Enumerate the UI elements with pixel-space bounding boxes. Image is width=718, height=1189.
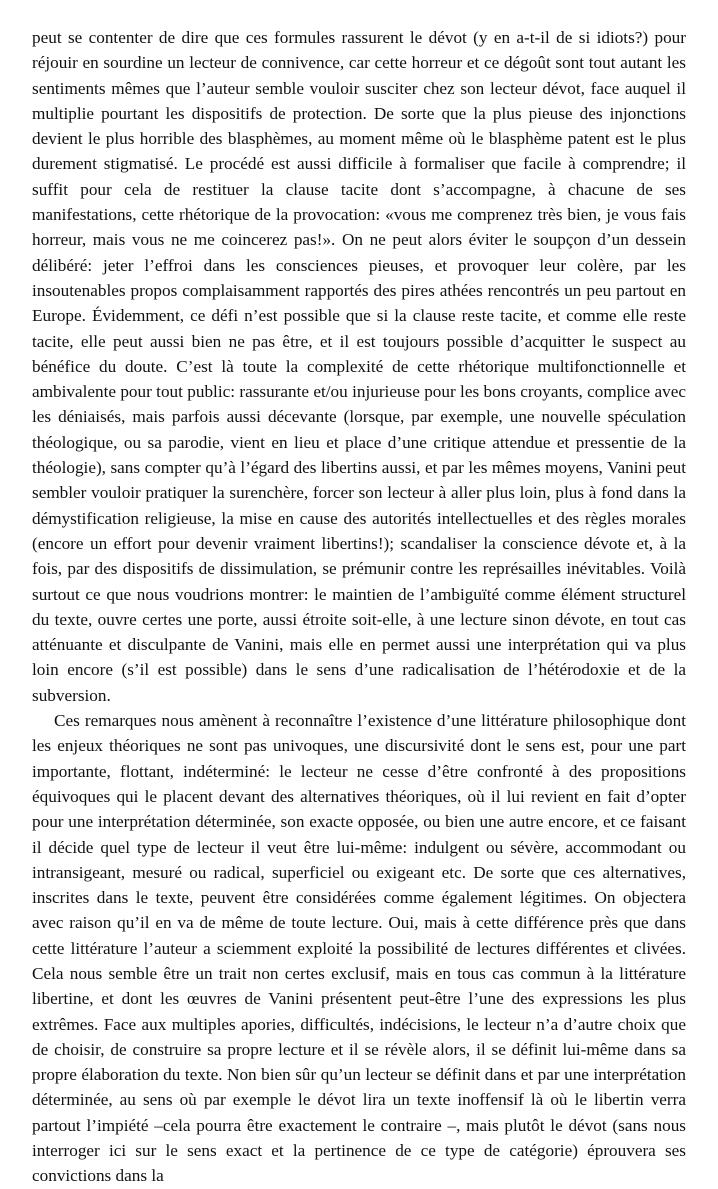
document-page xyxy=(32,25,686,1189)
body-paragraph: Ces remarques nous amènent à reconnaître l’existence d’une littérature philosophique dont les enjeux théoriques ne sont pas univoques, une discursivité dont le sens est, pour une part importante, flottant, indéterminé: le lecteur ne cesse d’être confronté à des propositions équivoques qui le placent devant des alternatives théoriques, où il lui revient en fait d’opter pour une interprétation déterminée, son exacte opposée, ou bien une autre encore, et ce faisant il décide quel type de lecteur il veut être lui-même: indulgent ou sévère, accommodant ou intransigeant, mesuré ou radical, superficiel ou exigeant etc. De sorte que ces alternatives, inscrites dans le texte, peuvent être considérées comme également légitimes. On objectera avec raison qu’il en va de même de toute lecture. Oui, mais à cette différence près que dans cette littérature l’auteur a sciemment exploité la possibilité de lectures différentes et clivées. Cela nous semble être un trait non certes exclusif, mais en tous cas commun à la littérature libertine, et dont les œuvres de Vanini présentent peut-être l’une des expressions les plus extrêmes. Face aux multiples apories, difficultés, indécisions, le lecteur n’a d’autre choix que de choisir, de construire sa propre lecture et il se révèle alors, il se définit lui-même dans sa propre élaboration du texte. Non bien sûr qu’un lecteur se définit dans et par une interprétation déterminée, au sens où par exemple le dévot lira un texte inoffensif là où le libertin verra partout l’impiété –cela pourra être exactement le contraire –, mais plutôt le dévot (sans nous interroger ici sur le sens exact et la pertinence de ce type de catégorie) éprouvera ses convictions dans la xyxy=(32,711,686,1186)
body-paragraph: peut se contenter de dire que ces formules rassurent le dévot (y en a-t-il de si idiots?) pour réjouir en sourdine un lecteur de connivence, car cette horreur et ce dégoût sont tout autant les sentiments mêmes que l’auteur semble vouloir susciter chez son lecteur dévot, face auquel il multiplie pourtant les dispositifs de protection. De sorte que la plus pieuse des injonctions devient le plus horrible des blasphèmes, au moment même où le blasphème patent est le plus durement stigmatisé. Le procédé est aussi difficile à formaliser que facile à comprendre; il suffit pour cela de restituer la clause tacite dont s’accompagne, à chacune de ses manifestations, cette rhétorique de la provocation: «vous me comprenez très bien, je vous fais horreur, mais vous ne me coincerez pas!». On ne peut alors éviter le soupçon d’un dessein délibéré: jeter l’effroi dans les consciences pieuses, et provoquer leur colère, par les insoutenables propos complaisamment rapportés des pires athées rencontrés un peu partout en Europe. Évidemment, ce défi n’est possible que si la clause reste tacite, et comme elle reste tacite, elle peut aussi bien ne pas être, et il est toujours possible d’acquitter le suspect au bénéfice du doute. C’est là toute la complexité de cette rhétorique multifonctionnelle et ambivalente pour tout public: rassurante et/ou injurieuse pour les bons croyants, complice avec les déniaisés, mais parfois aussi décevante (lorsque, par exemple, une nouvelle spéculation théologique, ou sa parodie, vient en lieu et place d’une critique attendue et pressentie de la théologie), sans compter qu’à l’égard des libertins aussi, et par les mêmes moyens, Vanini peut sembler vouloir pratiquer la surenchère, forcer son lecteur à aller plus loin, plus à fond dans la démystification religieuse, la mise en cause des autorités intellectuelles et des règles morales (encore un effort pour devenir vraiment libertins!); scandaliser la conscience dévote et, à la fois, par des dispositifs de dissimulation, se prémunir contre les représailles inévitables. Voilà surtout ce que nous voudrions montrer: le maintien de l’ambiguïté comme élément structurel du texte, ouvre certes une porte, aussi étroite soit-elle, à une lecture sinon dévote, en tout cas atténuante et disculpante de Vanini, mais elle en permet aussi une interprétation qui va plus loin encore (s’il est possible) dans le sens d’une radicalisation de l’hétérodoxie et de la subversion. xyxy=(32,28,686,705)
